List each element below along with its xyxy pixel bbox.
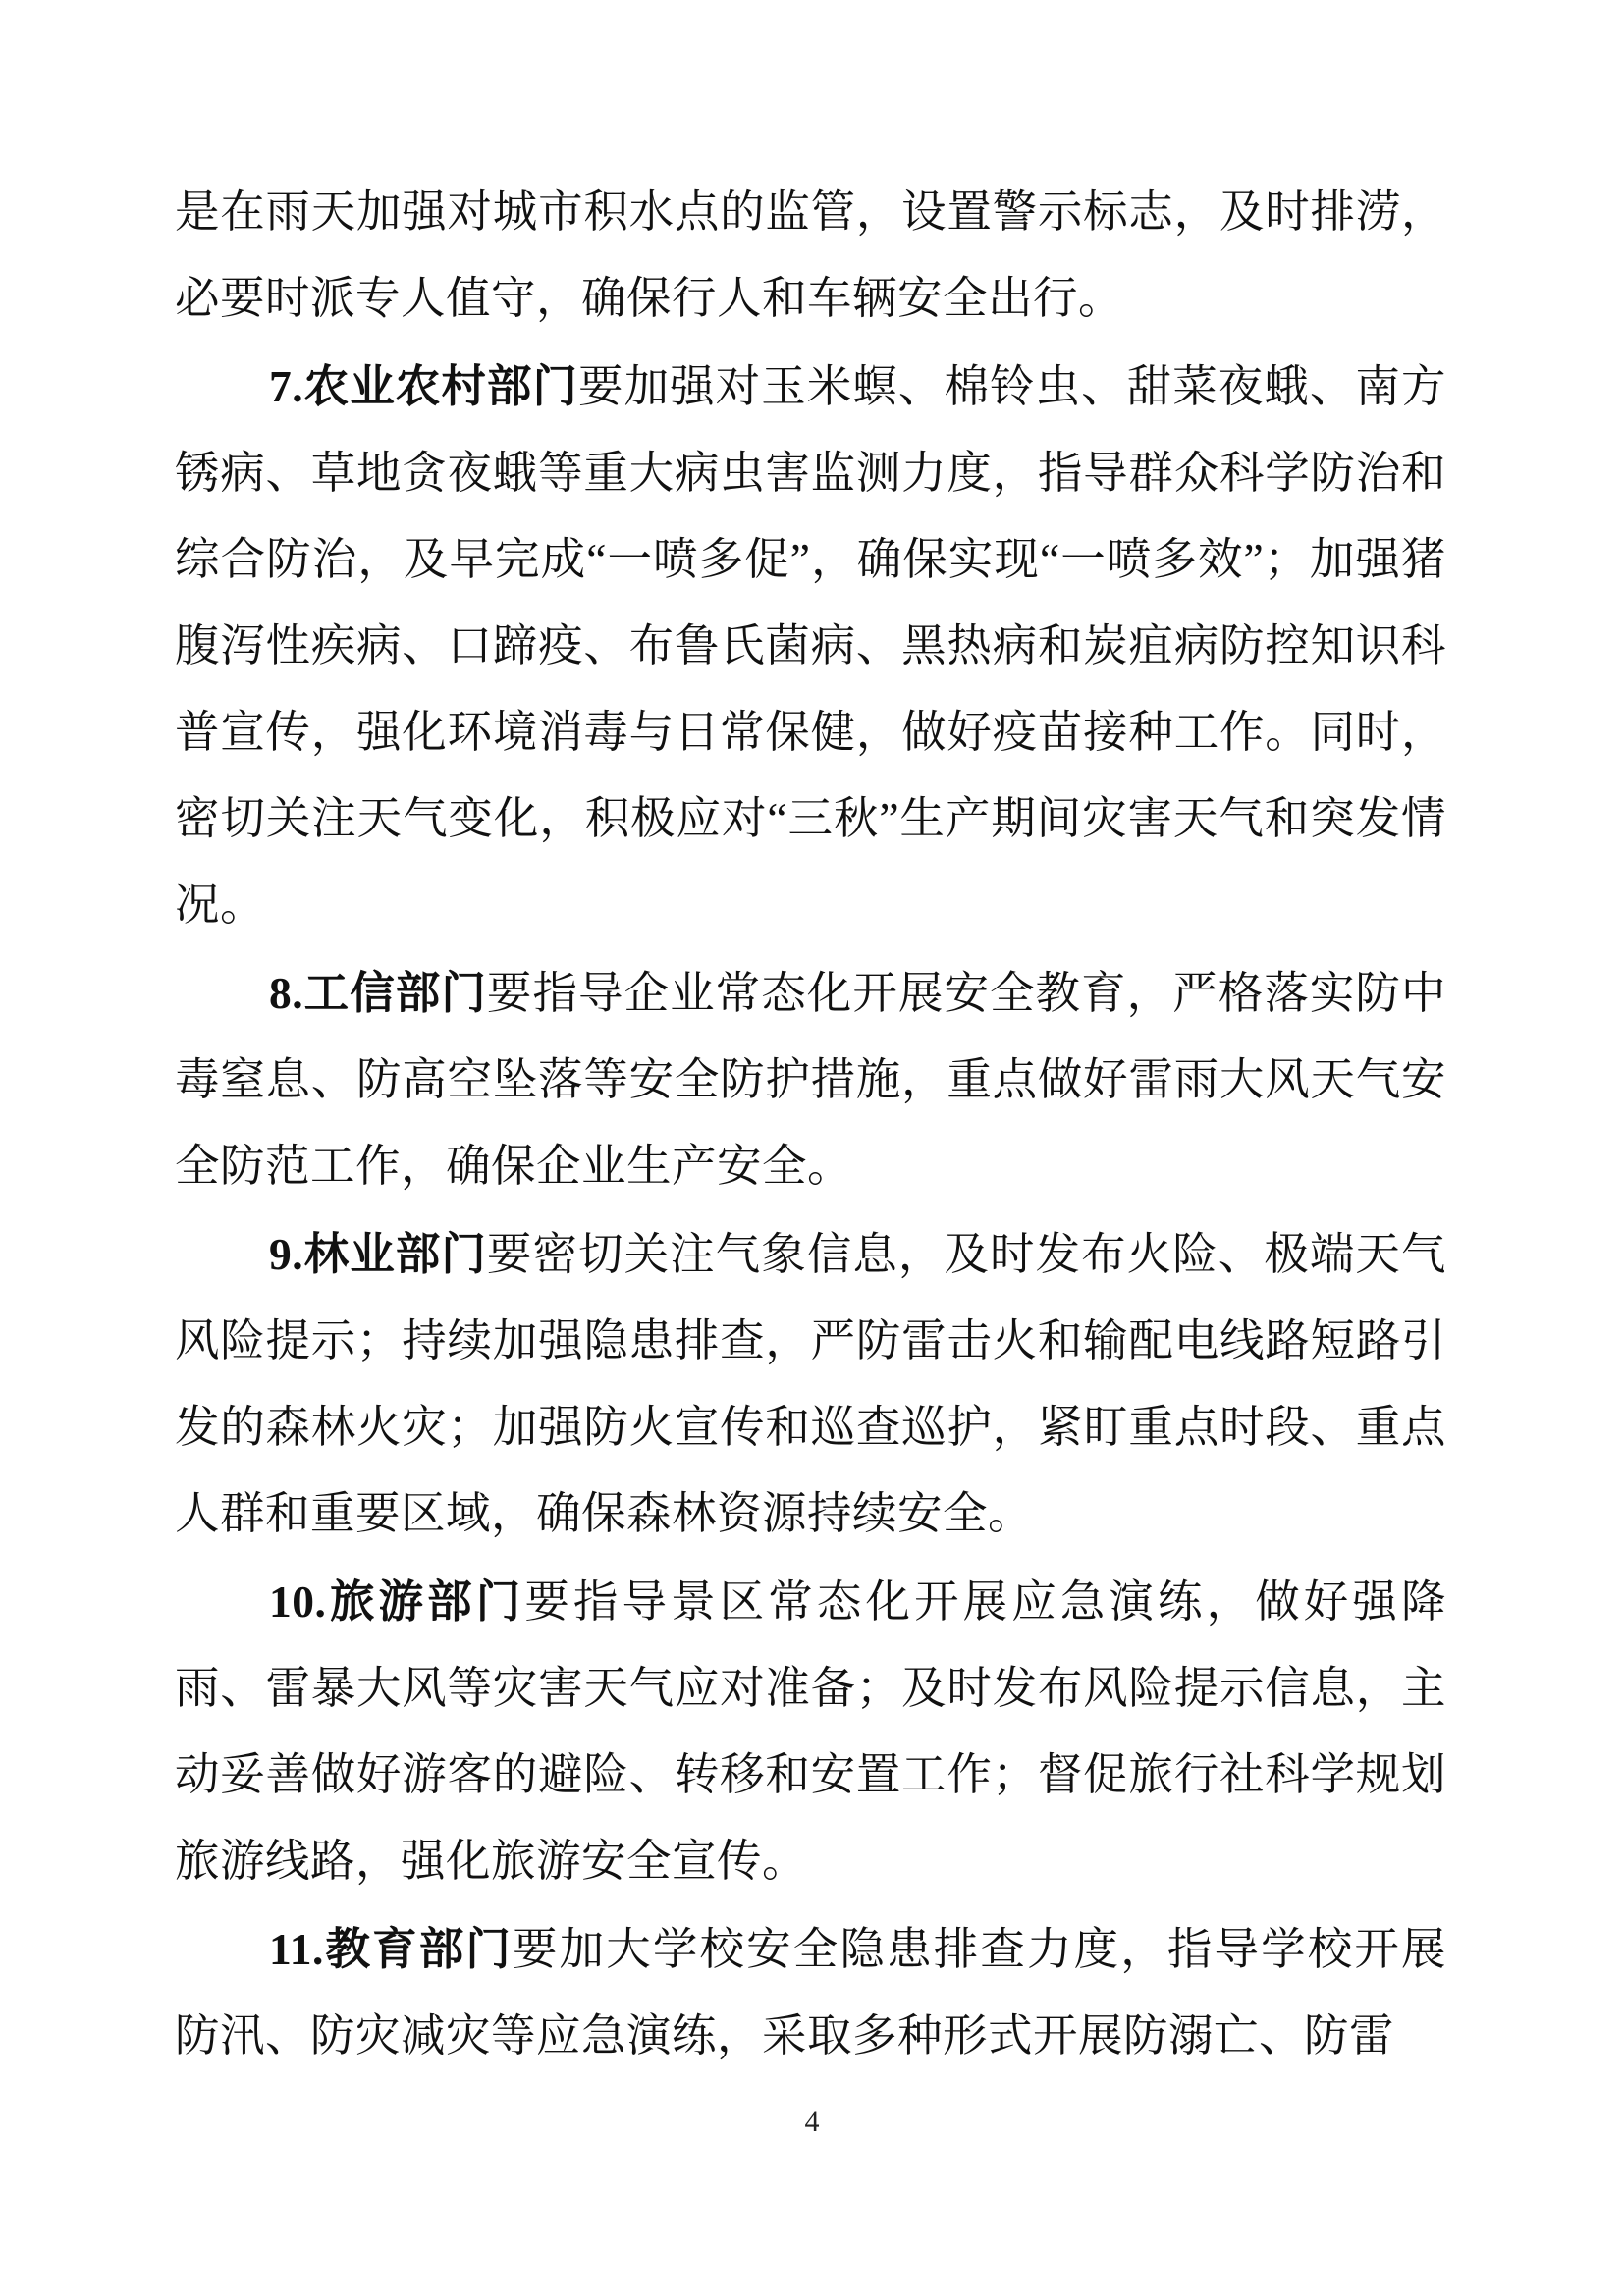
paragraph-continuation [175,169,1446,342]
paragraph-item-11 [175,1906,1446,2079]
item-lead-10: 旅游部门 [326,1576,525,1627]
paragraph-item-8 [175,950,1446,1209]
item-lead-9: 林业部门 [303,1229,487,1279]
item-lead-11: 教育部门 [323,1924,514,1974]
item-number-11: 11. [269,1924,324,1974]
document-body [175,169,1446,2081]
item-lead-7: 农业农村部门 [303,361,579,411]
paragraph-text: 是在雨天加强对城市积水点的监管，设置警示标志，及时排涝，必要时派专人值守，确保行人和车辆安全出行。 [175,187,1446,323]
item-number-10: 10. [269,1576,327,1627]
paragraph-text: 要加大学校安全隐患排查力度，指导学校开展防汛、防灾减灾等应急演练，采取多种形式开展防溺亡、防雷 [175,1924,1446,2060]
paragraph-text: 要指导企业常态化开展安全教育，严格落实防中毒窒息、防高空坠落等安全防护措施，重点做好雷雨大风天气安全防范工作，确保企业生产安全。 [175,968,1446,1191]
item-number-7: 7. [269,361,304,411]
paragraph-text: 要密切关注气象信息，及时发布火险、极端天气风险提示；持续加强隐患排查，严防雷击火和输配电线路短路引发的森林火灾；加强防火宣传和巡查巡护，紧盯重点时段、重点人群和重要区域，确保森林资源持续安全。 [175,1229,1446,1538]
paragraph-item-9 [175,1211,1446,1557]
paragraph-item-10 [175,1559,1446,1904]
paragraph-text: 要指导景区常态化开展应急演练，做好强降雨、雷暴大风等灾害天气应对准备；及时发布风险提示信息，主动妥善做好游客的避险、转移和安置工作；督促旅行社科学规划旅游线路，强化旅游安全宣传。 [175,1576,1446,1886]
paragraph-text: 要加强对玉米螟、棉铃虫、甜菜夜蛾、南方锈病、草地贪夜蛾等重大病虫害监测力度，指导群众科学防治和综合防治，及早完成“一喷多促”，确保实现“一喷多效”；加强猪腹泻性疾病、口蹄疫、布鲁氏菌病、黑热病和炭疽病防控知识科普宣传，强化环境消毒与日常保健，做好疫苗接种工作。同时，密切关注天气变化，积极应对“三秋”生产期间灾害天气和突发情况。 [175,361,1446,930]
page-number: 4 [804,2106,820,2138]
item-number-9: 9. [269,1229,304,1279]
item-lead-8: 工信部门 [303,968,487,1018]
paragraph-item-7 [175,344,1446,948]
item-number-8: 8. [269,968,304,1018]
